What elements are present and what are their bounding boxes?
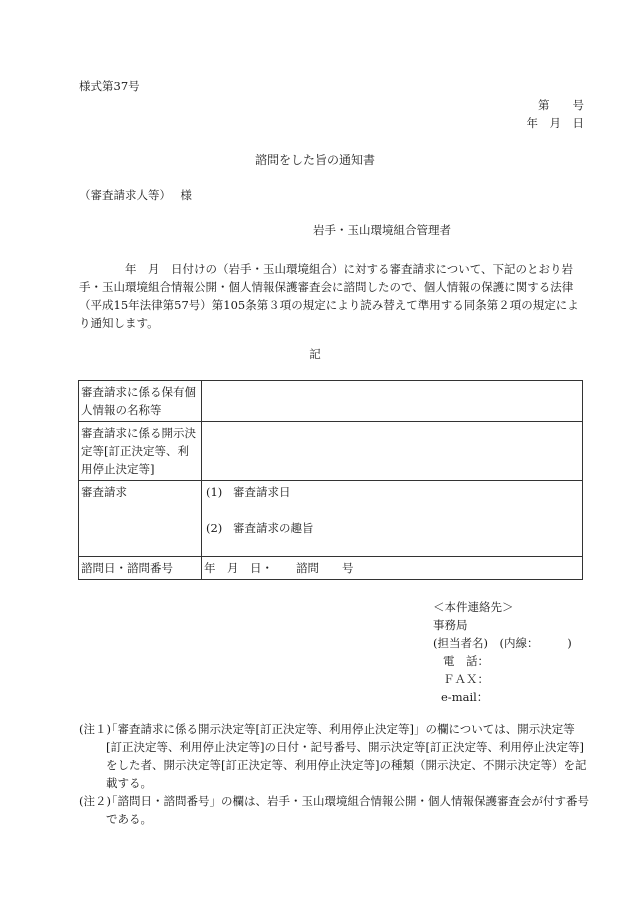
item-number: (1) bbox=[206, 485, 223, 499]
ki-heading: 記 bbox=[309, 347, 321, 361]
note-label: (注１) bbox=[79, 722, 111, 736]
item-text: 審査請求日 bbox=[233, 485, 291, 499]
note-item bbox=[79, 720, 589, 792]
item-number: (2) bbox=[206, 521, 223, 535]
contact-fax: ＦＡＸ： bbox=[443, 672, 489, 686]
row4-label: 諮問日・諮問番号 bbox=[79, 557, 202, 580]
document-title: 諮問をした旨の通知書 bbox=[254, 153, 375, 167]
contact-person: (担当者名) (内線： ) bbox=[433, 636, 572, 650]
contact-heading: ＜本件連絡先＞ bbox=[433, 600, 514, 614]
row4-value: 年 月 日・ 諮問 号 bbox=[202, 557, 583, 580]
document-number: 第 号 bbox=[538, 98, 584, 112]
form-number: 様式第37号 bbox=[79, 79, 140, 93]
note-text: 「諮問日・諮問番号」の欄は、岩手・玉山環境組合情報公開・個人情報保護審査会が付す番号である。 bbox=[106, 794, 589, 826]
note-text: 「審査請求に係る開示決定等[訂正決定等、利用停止決定等]」の欄については、開示決定等[訂正決定等、利用停止決定等]の日付・記号番号、開示決定等[訂正決定等、利用停止決定等]をした者、開示決定等[訂正決定等、利用停止決定等]の種類（開示決定、不開示決定等）を記載する。 bbox=[106, 722, 587, 790]
request-purpose-item bbox=[204, 519, 580, 537]
details-table bbox=[78, 380, 583, 580]
request-date-item bbox=[204, 483, 580, 501]
row1-label: 審査請求に係る保有個人情報の名称等 bbox=[79, 381, 202, 422]
row3-label: 審査請求 bbox=[79, 481, 202, 557]
addressee: （審査請求人等） 様 bbox=[79, 188, 192, 202]
notes bbox=[79, 720, 589, 828]
contact-phone: 電 話： bbox=[443, 654, 489, 668]
sender: 岩手・玉山環境組合管理者 bbox=[313, 223, 451, 237]
body-paragraph bbox=[79, 260, 587, 332]
note-label: (注２) bbox=[79, 794, 111, 808]
contact-office: 事務局 bbox=[433, 618, 468, 632]
body-text: 年 月 日付けの（岩手・玉山環境組合）に対する審査請求について、下記のとおり岩手・玉山環境組合情報公開・個人情報保護審査会に諮問したので、個人情報の保護に関する法律（平成15年法律第57号）第105条第３項の規定により読み替えて準用する同条第２項の規定により通知します。 bbox=[79, 262, 579, 330]
document-date: 年 月 日 bbox=[526, 116, 584, 130]
contact-email: e-mail： bbox=[441, 690, 489, 704]
row2-value bbox=[202, 422, 583, 481]
row3-value bbox=[202, 481, 583, 557]
table-row bbox=[79, 557, 583, 580]
row1-value bbox=[202, 381, 583, 422]
item-text: 審査請求の趣旨 bbox=[233, 521, 314, 535]
table-row bbox=[79, 381, 583, 422]
table-row bbox=[79, 422, 583, 481]
note-item bbox=[79, 792, 589, 828]
row2-label: 審査請求に係る開示決定等[訂正決定等、利用停止決定等] bbox=[79, 422, 202, 481]
contact-block bbox=[433, 598, 613, 706]
table-row bbox=[79, 481, 583, 557]
